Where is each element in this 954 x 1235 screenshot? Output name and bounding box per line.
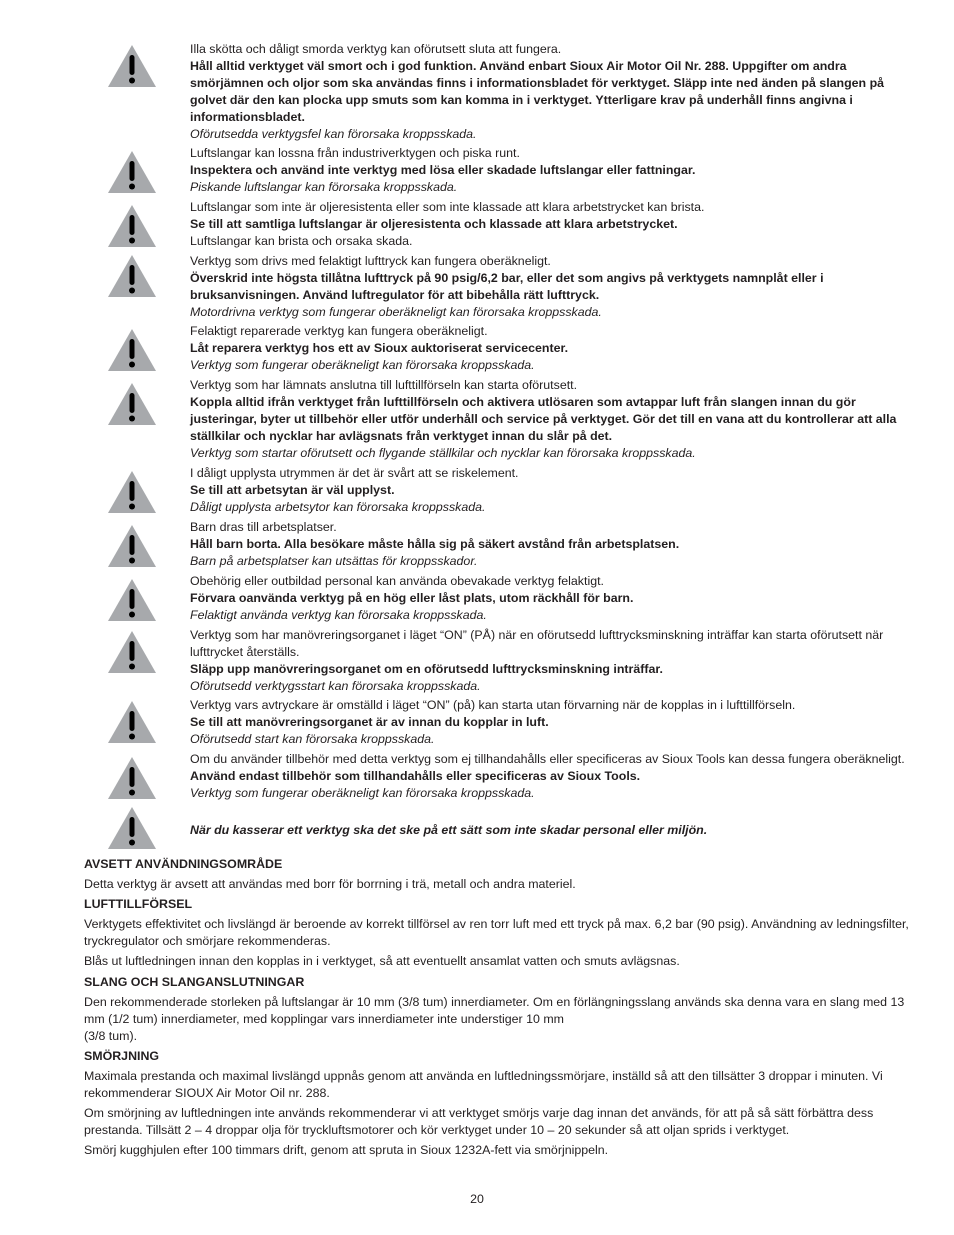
warning-triangle-icon (107, 328, 157, 372)
warning-triangle-icon (107, 700, 157, 744)
warning-block (190, 323, 912, 374)
warning-triangle-icon (107, 44, 157, 88)
section-intended-use (84, 856, 914, 893)
warning-consequence: Piskande luftslangar kan förorsaka kroppsskada. (190, 179, 458, 194)
warning-instruction: Se till att samtliga luftslangar är oljeresistenta och klassade att klara arbetstrycket. (190, 216, 678, 231)
warning-block (190, 41, 912, 142)
section-paragraph: Blås ut luftledningen innan den kopplas in i verktyget, så att eventuellt ansamlat vatten och smuts avlägsnas. (84, 953, 680, 968)
section-paragraph: Smörj kugghjulen efter 100 timmars drift, genom att spruta in Sioux 1232A-fett via smörjnippeln. (84, 1142, 609, 1157)
warning-instruction: Överskrid inte högsta tillåtna lufttryck på 90 psig/6,2 bar, eller det som angivs på verktygets namnplåt eller i bruksanvisningen. Använd luftregulator för att bibehålla rätt lufttryck. (190, 270, 824, 302)
warning-consequence: Verktyg som fungerar oberäkneligt kan förorsaka kroppsskada. (190, 357, 535, 372)
warning-triangle-icon (107, 470, 157, 514)
warning-consequence: Dåligt upplysta arbetsytor kan förorsaka kroppsskada. (190, 499, 486, 514)
section-paragraph: Detta verktyg är avsett att användas med borr för borrning i trä, metall och andra materiel. (84, 876, 576, 891)
warning-hazard: Luftslangar som inte är oljeresistenta eller som inte klassade att klara arbetstrycket kan brista. (190, 200, 705, 214)
section-paragraph: Den rekommenderade storleken på luftslangar är 10 mm (3/8 tum) innerdiameter. Om en förlängningsslang används ska denna vara en slang med 13 mm (1/2 tum) innerdiameter, med kopplingar vars innerdiameter inte understiger 10 mm (3/8 tum). (84, 994, 905, 1043)
warning-instruction: Håll barn borta. Alla besökare måste hålla sig på säkert avstånd från arbetsplatsen. (190, 536, 680, 551)
warning-disposal-note: När du kasserar ett verktyg ska det ske på ett sätt som inte skadar personal eller miljön. (190, 823, 708, 837)
warning-hazard: Verktyg vars avtryckare är omställd i läget “ON” (på) kan starta utan förvarning när de kopplas in i lufttillförseln. (190, 698, 796, 712)
warning-consequence: Verktyg som startar oförutsett och flygande ställkilar och nycklar kan förorsaka kroppsskada. (190, 445, 696, 460)
warning-hazard: Illa skötta och dåligt smorda verktyg kan oförutsett sluta att fungera. (190, 42, 562, 56)
warning-instruction: Koppla alltid ifrån verktyget från lufttillförseln och aktivera utlösaren som avtappar luft från slangen innan du gör justeringar, byter ut tillbehör eller utför underhåll och service på verktyget. Gör det till en vana att du kontrollerar att alla ställkilar och nycklar har avlägsnats från verktyget innan du slår på det. (190, 394, 897, 443)
warning-hazard: I dåligt upplysta utrymmen är det är svårt att se riskelement. (190, 466, 519, 480)
warning-block (190, 465, 912, 516)
warning-instruction: Låt reparera verktyg hos ett av Sioux auktoriserat servicecenter. (190, 340, 569, 355)
warning-triangle-icon (107, 254, 157, 298)
warning-block (190, 697, 912, 748)
warning-block (190, 751, 912, 802)
warning-hazard: Om du använder tillbehör med detta verktyg som ej tillhandahålls eller specificeras av Sioux Tools kan dessa fungera oberäkneligt. (190, 752, 905, 766)
warning-block (190, 573, 912, 624)
warning-hazard: Verktyg som har lämnats anslutna till lufttillförseln kan starta oförutsett. (190, 378, 578, 392)
warning-hazard: Barn dras till arbetsplatser. (190, 520, 337, 534)
section-paragraph: Maximala prestanda och maximal livslängd uppnås genom att använda en luftledningssmörjare, inställd så att den tillsätter 3 droppar i minuten. Vi rekommenderar SIOUX Air Motor Oil nr. 288. (84, 1068, 883, 1100)
section-air-supply (84, 896, 914, 970)
warning-hazard: Felaktigt reparerade verktyg kan fungera oberäkneligt. (190, 324, 488, 338)
warning-instruction: Håll alltid verktyget väl smort och i god funktion. Använd enbart Sioux Air Motor Oil Nr. 288. Uppgifter om andra smörjämnen och oljor som ska användas finns i informationsbladet för verktyget. Släpp inte ned änden på slangen på golvet där den kan plocka upp smuts som kan komma in i verktyget. Ytterligare krav på underhåll finns angivna i informationsbladet. (190, 58, 885, 124)
warning-block (190, 627, 912, 695)
section-lubrication (84, 1048, 914, 1158)
warning-triangle-icon (107, 150, 157, 194)
section-heading: SLANG OCH SLANGANSLUTNINGAR (84, 975, 305, 989)
warning-hazard: Obehörig eller outbildad personal kan använda obevakade verktyg felaktigt. (190, 574, 604, 588)
section-paragraph: Om smörjning av luftledningen inte används rekommenderar vi att verktyget smörjs varje dag innan det används, för att på så sätt förbättra dess prestanda. Tillsätt 2 – 4 droppar olja för tryckluftsmotorer och kör verktyget under 10 – 20 sekunder så att oljan sprids i verktyget. (84, 1105, 874, 1137)
warning-consequence: Felaktigt använda verktyg kan förorsaka kroppsskada. (190, 607, 487, 622)
section-heading: AVSETT ANVÄNDNINGSOMRÅDE (84, 857, 283, 871)
section-heading: LUFTTILLFÖRSEL (84, 897, 193, 911)
warning-consequence: Oförutsedd start kan förorsaka kroppsskada. (190, 731, 435, 746)
warning-consequence: Motordrivna verktyg som fungerar oberäkneligt kan förorsaka kroppsskada. (190, 304, 602, 319)
warning-consequence: Oförutsedda verktygsfel kan förorsaka kroppsskada. (190, 126, 477, 141)
warning-consequence: Luftslangar kan brista och orsaka skada. (190, 233, 413, 248)
warning-instruction: Inspektera och använd inte verktyg med lösa eller skadade luftslangar eller fattningar. (190, 162, 696, 177)
section-paragraph: Verktygets effektivitet och livslängd är beroende av korrekt tillförsel av ren torr luft med ett tryck på max. 6,2 bar (90 psig). Användning av ledningsfilter, tryckregulator och smörjare rekommenderas. (84, 916, 909, 948)
warning-consequence: Verktyg som fungerar oberäkneligt kan förorsaka kroppsskada. (190, 785, 535, 800)
warning-block (190, 145, 912, 196)
warning-instruction: Se till att manövreringsorganet är av innan du kopplar in luft. (190, 714, 549, 729)
warning-block (190, 822, 912, 839)
warning-triangle-icon (107, 204, 157, 248)
warning-hazard: Luftslangar kan lossna från industriverktygen och piska runt. (190, 146, 520, 160)
warning-hazard: Verktyg som drivs med felaktigt lufttryck kan fungera oberäkneligt. (190, 254, 551, 268)
warning-instruction: Använd endast tillbehör som tillhandahålls eller specificeras av Sioux Tools. (190, 768, 641, 783)
warning-triangle-icon (107, 382, 157, 426)
warning-consequence: Oförutsedd verktygsstart kan förorsaka kroppsskada. (190, 678, 481, 693)
warning-triangle-icon (107, 806, 157, 850)
section-heading: SMÖRJNING (84, 1049, 160, 1063)
warning-triangle-icon (107, 524, 157, 568)
warning-instruction: Släpp upp manövreringsorganet om en oförutsedd lufttrycksminskning inträffar. (190, 661, 663, 676)
warning-block (190, 377, 912, 462)
page-number: 20 (470, 1192, 484, 1206)
warning-triangle-icon (107, 756, 157, 800)
warning-instruction: Se till att arbetsytan är väl upplyst. (190, 482, 395, 497)
warning-instruction: Förvara oanvända verktyg på en hög eller låst plats, utom räckhåll för barn. (190, 590, 634, 605)
section-hose (84, 974, 914, 1045)
warning-consequence: Barn på arbetsplatser kan utsättas för kroppsskador. (190, 553, 478, 568)
warning-hazard: Verktyg som har manövreringsorganet i läget “ON” (PÅ) när en oförutsedd lufttrycksminskning inträffar kan starta oförutsett när lufttrycket återställs. (190, 628, 884, 659)
warning-block (190, 199, 912, 250)
warning-block (190, 253, 912, 321)
warning-triangle-icon (107, 578, 157, 622)
warning-block (190, 519, 912, 570)
warning-triangle-icon (107, 630, 157, 674)
